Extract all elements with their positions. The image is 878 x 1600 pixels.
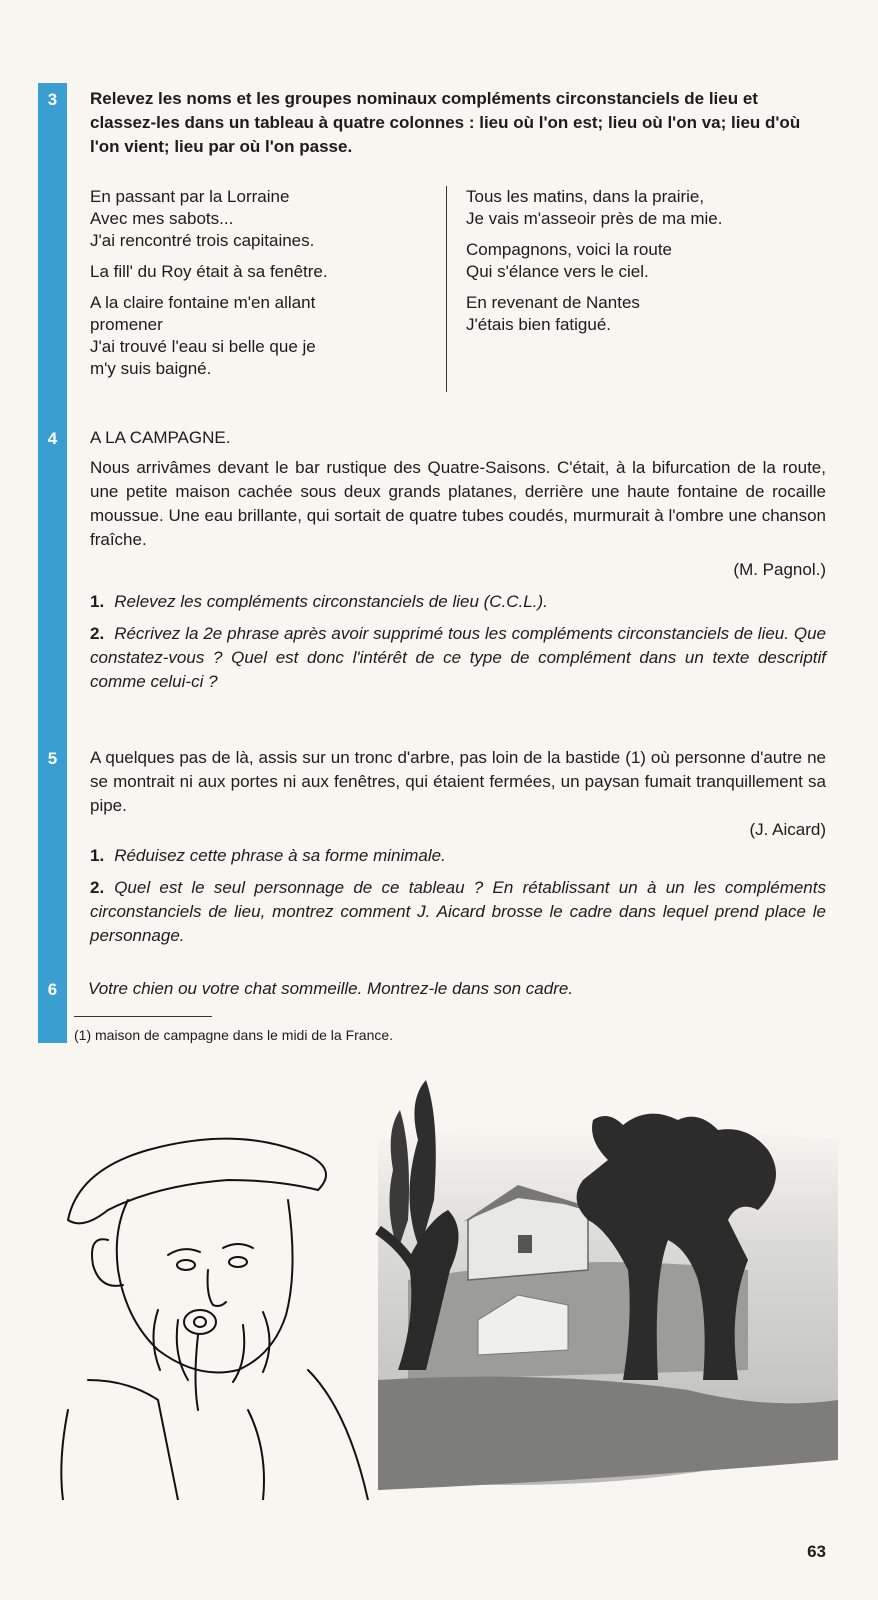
exercise-number-5: 5 <box>47 749 58 768</box>
poem-line: J'étais bien fatigué. <box>466 315 612 334</box>
poem-line: Avec mes sabots... <box>90 209 234 228</box>
question-number: 2. <box>90 878 105 897</box>
exercise-margin-bar <box>38 83 67 1043</box>
question-number: 2. <box>90 624 105 643</box>
exercise-5-question-2 <box>90 876 826 948</box>
exercise-4-question-2 <box>90 622 826 694</box>
poem-line: Je vais m'asseoir près de ma mie. <box>466 209 723 228</box>
poem-line: J'ai trouvé l'eau si belle que je <box>90 337 316 356</box>
poem-line: Qui s'élance vers le ciel. <box>466 262 649 281</box>
poem-stanza <box>90 292 430 380</box>
question-text: Réduisez cette phrase à sa forme minimale. <box>114 846 446 865</box>
exercise-5-question-1 <box>90 844 826 868</box>
poem-line: m'y suis baigné. <box>90 359 212 378</box>
poem-stanza <box>466 186 806 230</box>
poem-stanza <box>466 239 806 283</box>
page-number: 63 <box>807 1542 826 1561</box>
exercise-3-instruction: Relevez les noms et les groupes nominaux compléments circonstanciels de lieu et classez-les dans un tableau à quatre colonnes : lieu où l'on est; lieu où l'on va; lieu d'où l'on vient; lieu par où l'on passe. <box>90 89 801 156</box>
poem-line: Tous les matins, dans la prairie, <box>466 187 705 206</box>
question-text: Relevez les compléments circonstanciels de lieu (C.C.L.). <box>114 592 548 611</box>
exercise-number-4: 4 <box>47 429 58 448</box>
poem-line: En passant par la Lorraine <box>90 187 290 206</box>
footnote-rule <box>74 1016 212 1017</box>
exercise-number-6: 6 <box>47 980 58 999</box>
poem-line: promener <box>90 315 163 334</box>
exercise-4-question-1 <box>90 590 826 614</box>
exercise-5 <box>90 746 826 948</box>
hillside <box>408 1262 748 1380</box>
poem-stanza <box>90 261 430 283</box>
column-divider <box>446 186 447 392</box>
poem-stanza <box>466 292 806 336</box>
poem-right-column <box>466 186 806 345</box>
exercise-3 <box>90 87 826 159</box>
exercise-number-3: 3 <box>47 90 58 109</box>
footnote: (1) maison de campagne dans le midi de la France. <box>74 1027 394 1043</box>
exercise-6 <box>88 977 824 1001</box>
exercise-6-text: Votre chien ou votre chat sommeille. Montrez-le dans son cadre. <box>88 979 574 998</box>
poem-line: La fill' du Roy était à sa fenêtre. <box>90 262 328 281</box>
exercise-4 <box>90 426 826 694</box>
poem-line: A la claire fontaine m'en allant <box>90 293 316 312</box>
question-text: Quel est le seul personnage de ce tableau ? En rétablissant un à un les compléments circonstanciels de lieu, montrez comment J. Aicard brosse le cadre dans lequel prend place le personnage. <box>90 878 826 945</box>
poem-line: En revenant de Nantes <box>466 293 640 312</box>
poem-line: J'ai rencontré trois capitaines. <box>90 231 315 250</box>
exercise-4-title: A LA CAMPAGNE. <box>90 428 231 447</box>
poem-left-column <box>90 186 430 389</box>
question-number: 1. <box>90 846 105 865</box>
question-text: Récrivez la 2e phrase après avoir supprimé tous les compléments circonstanciels de lieu. Que constatez-vous ? Quel est donc l'intérêt de ce type de complément dans un texte descriptif comme celui-ci ? <box>90 624 826 691</box>
exercise-5-source: (J. Aicard) <box>749 820 826 839</box>
poem-stanza <box>90 186 430 252</box>
peasant-figure <box>61 1139 368 1500</box>
exercise-5-text: A quelques pas de là, assis sur un tronc d'arbre, pas loin de la bastide (1) où personne d'autre ne se montrait ni aux portes ni aux fenêtres, qui étaient fermées, un paysan fumait tranquillement sa pipe. <box>90 748 826 815</box>
exercise-4-source: (M. Pagnol.) <box>733 560 826 579</box>
question-number: 1. <box>90 592 105 611</box>
peasant-landscape-illustration <box>48 1080 838 1500</box>
exercise-4-text: Nous arrivâmes devant le bar rustique des Quatre-Saisons. C'était, à la bifurcation de la route, une petite maison cachée sous deux grands platanes, derrière une haute fontaine de rocaille moussue. Une eau brillante, qui sortait de quatre tubes coudés, murmurait à l'ombre une chanson fraîche. <box>90 458 826 549</box>
poem-line: Compagnons, voici la route <box>466 240 673 259</box>
